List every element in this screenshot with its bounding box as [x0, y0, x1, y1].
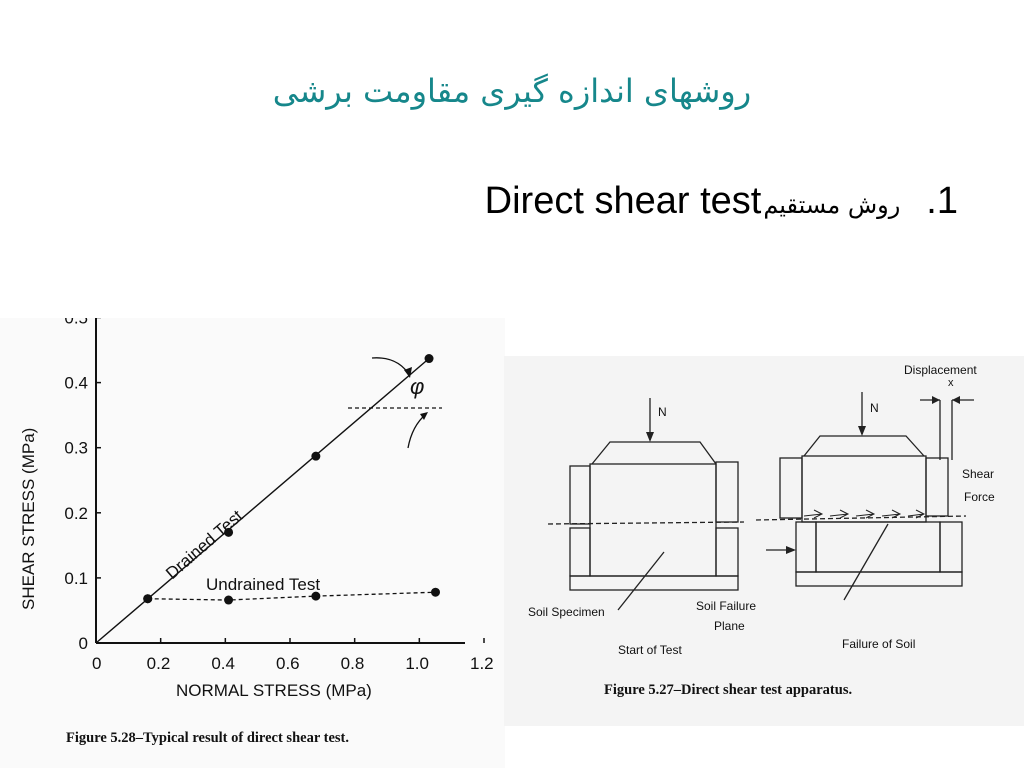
- lower-box-left-wall: [796, 522, 816, 572]
- arrow-left-icon: [952, 396, 960, 404]
- shear-result-figure: [0, 318, 505, 768]
- y-tick-label: 0.1: [64, 568, 88, 588]
- bullet-number: 1.: [926, 180, 958, 222]
- apparatus-start: [548, 398, 744, 590]
- x-tick-label: 0.6: [276, 654, 300, 673]
- lower-box-left-wall: [570, 528, 590, 576]
- arrow-right-icon: [932, 396, 940, 404]
- bullet-persian-text: روش مستقیم: [763, 191, 901, 219]
- drained-data-point: [425, 354, 434, 363]
- y-tick-label: 0.2: [64, 503, 88, 523]
- lower-box-right-wall: [716, 528, 738, 576]
- specimen-leader: [618, 552, 664, 610]
- slide-title: روشهای اندازه گیری مقاومت برشی: [272, 72, 752, 110]
- friction-angle-annotation: [348, 358, 442, 448]
- upper-box-left-wall: [780, 458, 802, 518]
- figure-caption-right: Figure 5.27–Direct shear test apparatus.: [604, 682, 853, 698]
- loading-cap: [592, 442, 716, 464]
- x-tick-label: 0.8: [340, 654, 365, 673]
- angle-arrow-lower: [408, 414, 426, 448]
- failure-plane-leader: [844, 524, 888, 600]
- start-of-test-label: Start of Test: [618, 643, 682, 657]
- normal-load-label-right: N: [870, 401, 879, 415]
- x-tick-label: 1.0: [405, 654, 429, 673]
- soil-specimen-box: [590, 464, 716, 576]
- arrow-down-icon: [646, 432, 654, 442]
- displacement-label: Displacement: [904, 363, 977, 377]
- upper-box-right-wall: [716, 462, 738, 522]
- x-tick-label: 0: [92, 654, 102, 673]
- soil-specimen-label: Soil Specimen: [528, 605, 605, 619]
- apparatus-failure: [618, 392, 974, 610]
- y-tick-label: 0.5: [64, 318, 88, 328]
- x-tick-label: 0.2: [146, 654, 171, 673]
- y-tick-label: 0: [78, 634, 88, 653]
- arrow-right-icon: [786, 546, 796, 554]
- lower-box-right-wall: [940, 522, 962, 572]
- undrained-data-point: [224, 596, 233, 605]
- lower-specimen: [816, 522, 940, 572]
- plane-label: Plane: [714, 619, 745, 633]
- y-tick-label: 0.4: [64, 373, 88, 393]
- normal-load-label-left: N: [658, 405, 667, 419]
- x-tick-label: 1.2: [470, 654, 494, 673]
- base-plate: [796, 572, 962, 586]
- undrained-data-point: [431, 588, 440, 597]
- upper-box-right-wall: [926, 458, 948, 516]
- apparatus-figure: [504, 356, 1024, 726]
- series-label-drained: Drained Test: [162, 506, 247, 584]
- shear-result-chart: [0, 318, 505, 768]
- bullet-item: [485, 180, 958, 223]
- angle-arrow-upper: [372, 358, 410, 376]
- drained-data-point: [311, 452, 320, 461]
- undrained-data-point: [143, 594, 152, 603]
- loading-cap: [804, 436, 924, 456]
- soil-failure-label: Soil Failure: [696, 599, 757, 613]
- series-label-undrained: Undrained Test: [206, 575, 321, 594]
- upper-box-left-wall: [570, 466, 590, 524]
- shear-label: Shear: [962, 467, 995, 481]
- failure-plane-arrows: [804, 510, 924, 518]
- failure-of-soil-label: Failure of Soil: [842, 637, 916, 651]
- base-plate: [570, 576, 738, 590]
- displacement-x-label: x: [948, 377, 954, 389]
- figure-caption-left: Figure 5.28–Typical result of direct shear test.: [66, 730, 349, 746]
- apparatus-diagram: [504, 356, 1024, 726]
- phi-symbol: φ: [410, 374, 425, 399]
- y-tick-label: 0.3: [64, 438, 88, 458]
- chart-ticks: [64, 318, 493, 673]
- force-label: Force: [964, 490, 995, 504]
- upper-specimen: [802, 456, 926, 522]
- y-axis-title: SHEAR STRESS (MPa): [19, 427, 38, 610]
- x-axis-title: NORMAL STRESS (MPa): [176, 681, 372, 700]
- x-tick-label: 0.4: [211, 654, 235, 673]
- bullet-english-text: Direct shear test: [484, 180, 762, 222]
- chart-axes: [96, 318, 465, 643]
- arrow-down-icon: [858, 426, 866, 436]
